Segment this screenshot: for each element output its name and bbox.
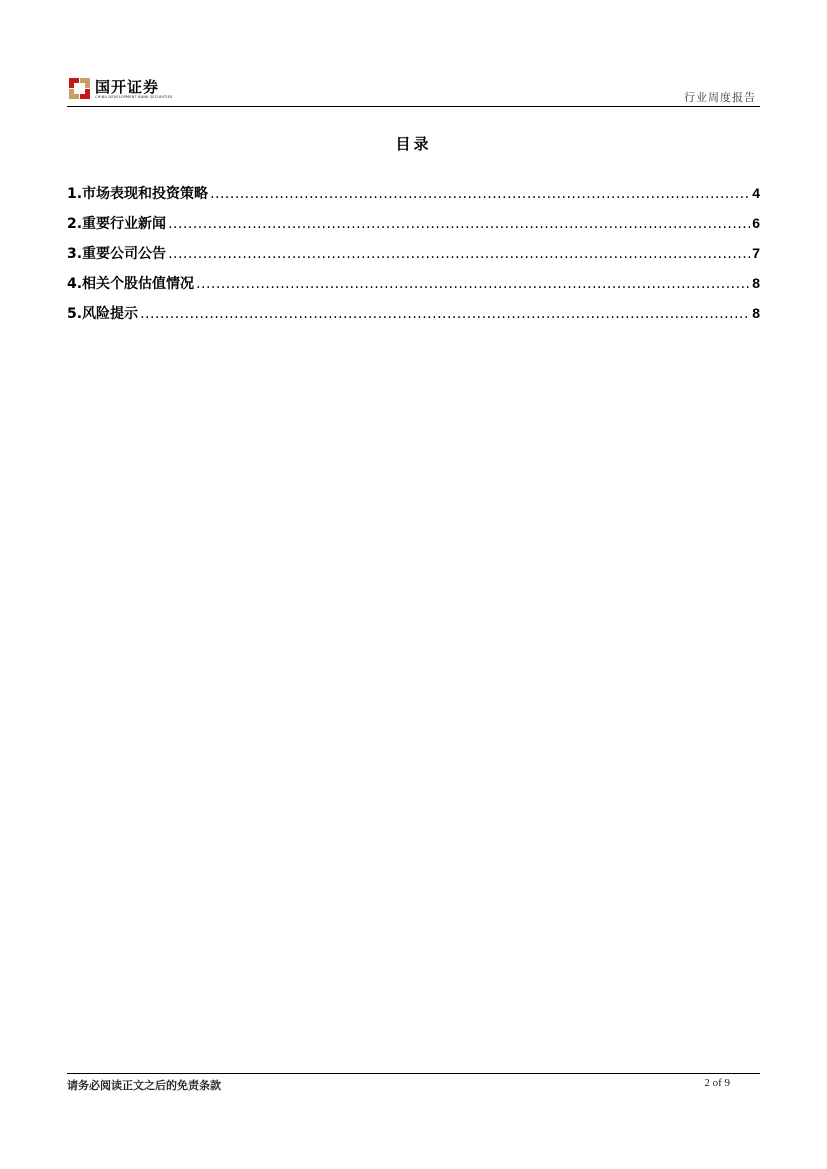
report-type: 行业周度报告 [684,91,756,104]
toc-entry-label: 1.市场表现和投资策略 [67,186,209,202]
toc-entry-label: 5.风险提示 [67,306,139,322]
table-of-contents [67,183,760,333]
toc-entry-label: 3.重要公司公告 [67,246,167,262]
toc-entry[interactable] [67,303,760,333]
logo-text-cn: 国开证券 [95,78,160,96]
toc-dot-leader [210,184,750,204]
page-number: 2 of 9 [704,1077,730,1089]
toc-dot-leader [140,304,750,324]
toc-dot-leader [196,274,750,294]
toc-entry-page: 8 [752,305,760,321]
toc-dot-leader [168,214,750,234]
toc-title: 目录 [395,135,432,153]
toc-entry[interactable] [67,213,760,243]
toc-entry[interactable] [67,183,760,213]
toc-entry-label: 4.相关个股估值情况 [67,276,195,292]
page-header [67,72,760,107]
toc-entry[interactable] [67,243,760,273]
toc-entry-label: 2.重要行业新闻 [67,216,167,232]
disclaimer-note: 请务必阅读正文之后的免责条款 [67,1079,221,1092]
toc-entry[interactable] [67,273,760,303]
page-footer [67,1073,760,1094]
toc-dot-leader [168,244,750,264]
toc-entry-page: 8 [752,275,760,291]
toc-entry-page: 7 [752,245,760,261]
toc-entry-page: 6 [752,215,760,231]
logo-mark-icon [69,78,90,99]
toc-entry-page: 4 [752,185,760,201]
logo-text-en: CHINA DEVELOPMENT BANK SECURITIES [95,95,173,99]
